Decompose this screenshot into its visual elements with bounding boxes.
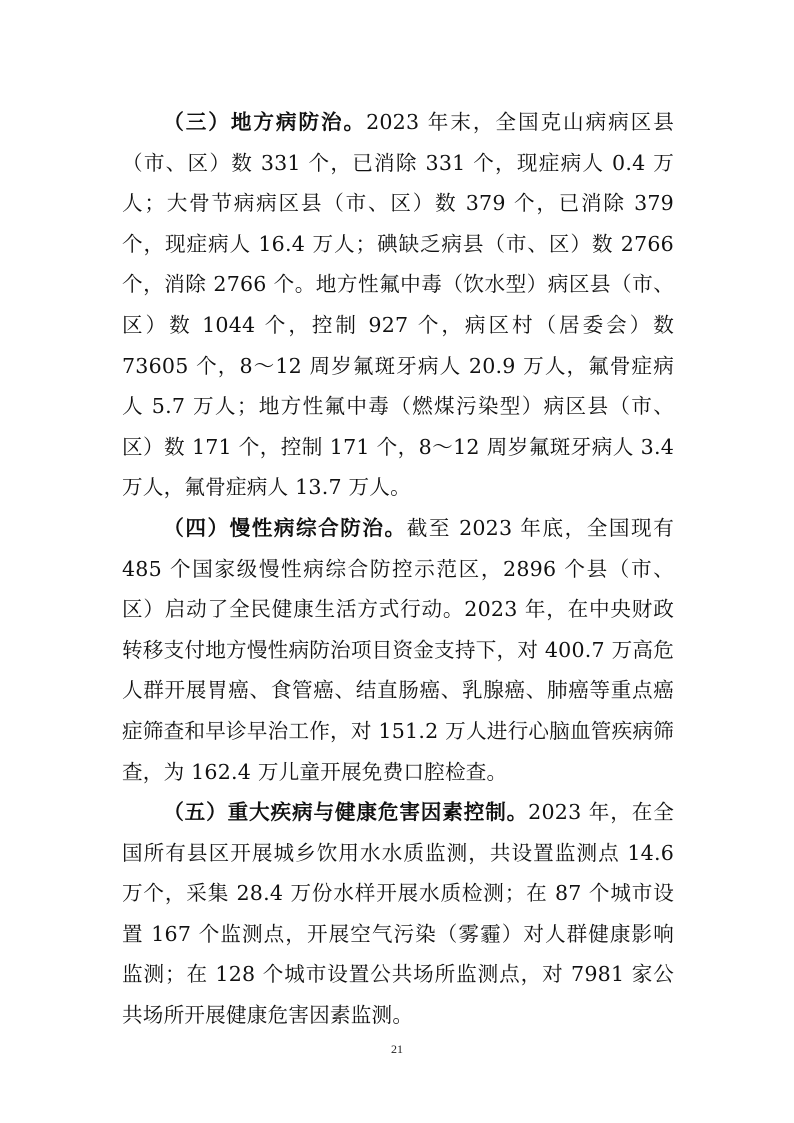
page-number: 21 (391, 1042, 403, 1056)
document-body (122, 102, 674, 1036)
paragraph-heading: （三）地方病防治。 (163, 110, 367, 134)
paragraph-chronic-disease (122, 508, 674, 792)
paragraph-heading: （五）重大疾病与健康危害因素控制。 (163, 800, 529, 825)
paragraph-text: 2023 年末，全国克山病病区县（市、区）数 331 个，已消除 331 个，现症病人 0.4 万人；大骨节病病区县（市、区）数 379 个，已消除 379 个，现症病人 16.4 万人；碘缺乏病县（市、区）数 2766 个，消除 2766 个。地方性氟中毒（饮水型）病区县（市、区）数 1044 个，控制 927 个，病区村（居委会）数 73605 个，8～12 周岁氟斑牙病人 20.9 万人，氟骨症病人 5.7 万人；地方性氟中毒（燃煤污染型）病区县（市、区）数 171 个，控制 171 个，8～12 周岁氟斑牙病人 3.4 万人，氟骨症病人 13.7 万人。 (122, 110, 674, 500)
paragraph-major-disease-control (122, 792, 674, 1036)
paragraph-heading: （四）慢性病综合防治。 (163, 515, 407, 540)
paragraph-endemic-disease (122, 102, 674, 508)
paragraph-text: 截至 2023 年底，全国现有 485 个国家级慢性病综合防控示范区，2896 个县（市、区）启动了全民健康生活方式行动。2023 年，在中央财政转移支付地方慢性病防治项目资金支持下，对 400.7 万高危人群开展胃癌、食管癌、结直肠癌、乳腺癌、肺癌等重点癌症筛查和早诊早治工作，对 151.2 万人进行心脑血管疾病筛查，为 162.4 万儿童开展免费口腔检查。 (122, 515, 674, 784)
paragraph-text: 2023 年，在全国所有县区开展城乡饮用水水质监测，共设置监测点 14.6 万个，采集 28.4 万份水样开展水质检测；在 87 个城市设置 167 个监测点，开展空气污染（雾霾）对人群健康影响监测；在 128 个城市设置公共场所监测点，对 7981 家公共场所开展健康危害因素监测。 (122, 800, 674, 1028)
